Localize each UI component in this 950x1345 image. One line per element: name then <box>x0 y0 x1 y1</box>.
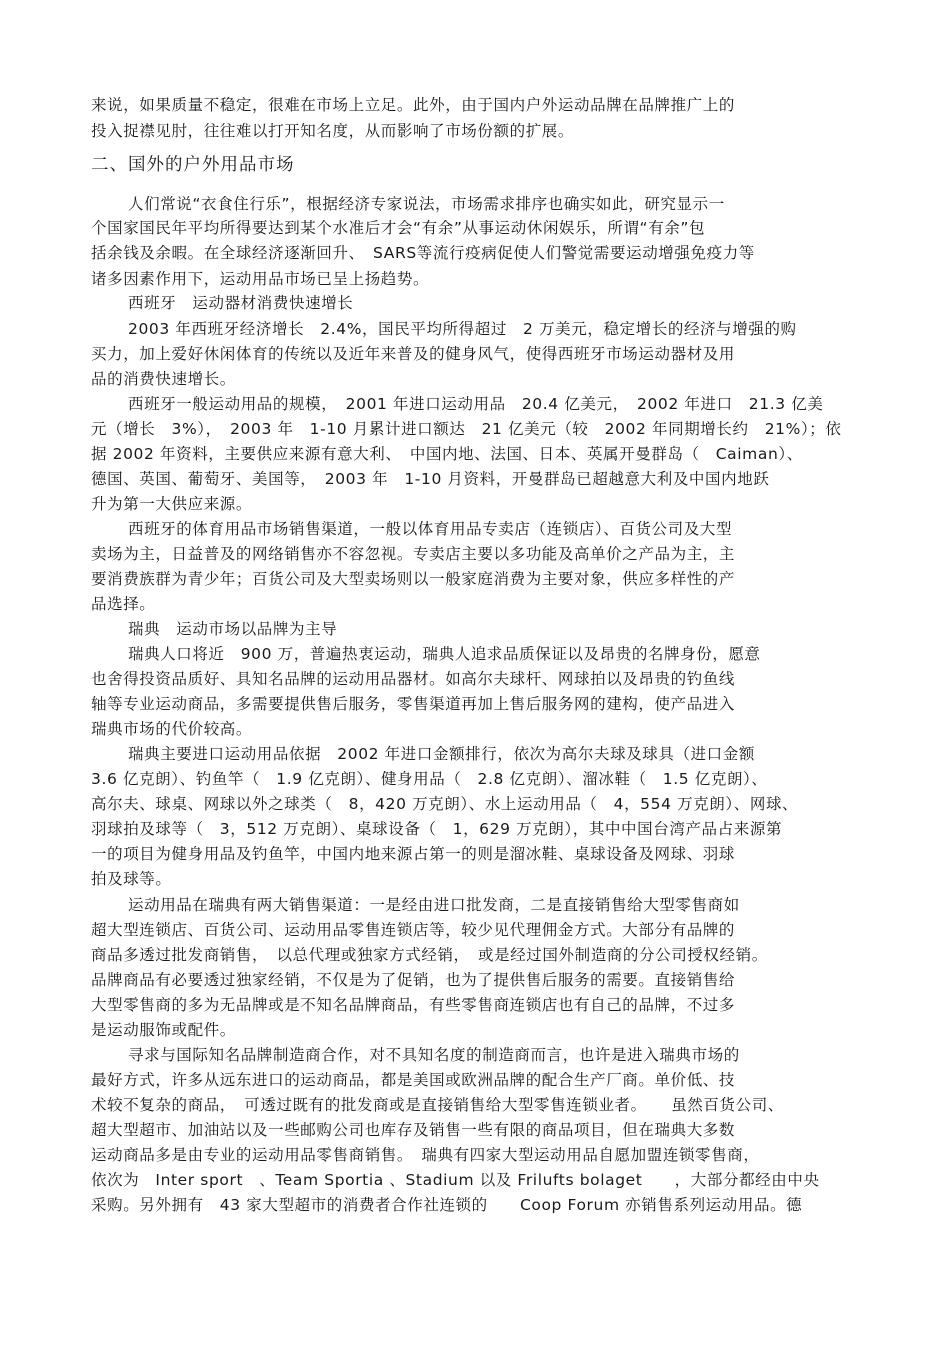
text-line: 卖场为主，日益普及的网络销售亦不容忽视。专卖店主要以多功能及高单价之产品为主，主 <box>91 545 736 563</box>
text-line: 超大型超市、加油站以及一些邮购公司也库存及销售一些有限的商品项目，但在瑞典大多数 <box>91 1121 736 1139</box>
text-line: 依次为 Inter sport 、Team Sportia 、Stadium 以及 Frilufts bolaget ，大部分都经由中央 <box>91 1171 820 1189</box>
text-line: 也舍得投资品质好、具知名品牌的运动用品器材。如高尔夫球杆、网球拍以及昂贵的钓鱼线 <box>91 670 736 688</box>
text-line: 买力，加上爱好休闲体育的传统以及近年来普及的健身风气，使得西班牙市场运动器材及用 <box>91 345 736 363</box>
text-line: 瑞典人口将近 900 万，普遍热衷运动，瑞典人追求品质保证以及昂贵的名牌身份，愿意 <box>128 645 761 663</box>
text-line: 要消费族群为青少年；百货公司及大型卖场则以一般家庭消费为主要对象，供应多样性的产 <box>91 570 736 588</box>
text-line: 品选择。 <box>91 595 156 613</box>
text-line: 3.6 亿克朗）、钓鱼竿（ 1.9 亿克朗）、健身用品（ 2.8 亿克朗）、溜冰鞋（ 1.5 亿克朗）、 <box>91 770 768 788</box>
text-line: 个国家国民年平均所得要达到某个水准后才会“有余”从事运动休闲娱乐，所谓“有余”包 <box>91 219 706 237</box>
text-line: 轴等专业运动商品，多需要提供售后服务，零售渠道再加上售后服务网的建构，使产品进入 <box>91 695 736 713</box>
text-line: 2003 年西班牙经济增长 2.4%，国民平均所得超过 2 万美元，稳定增长的经济与增强的购 <box>128 320 797 338</box>
text-line: 西班牙的体育用品市场销售渠道，一般以体育用品专卖店（连锁店）、百货公司及大型 <box>128 520 733 538</box>
text-line: 高尔夫、球桌、网球以外之球类（ 8，420 万克朗）、水上运动用品（ 4，554 万克朗）、网球、 <box>91 795 799 813</box>
text-line: 运动用品在瑞典有两大销售渠道：一是经由进口批发商，二是直接销售给大型零售商如 <box>128 896 740 914</box>
text-line: 元（增长 3%）， 2003 年 1-10 月累计进口额达 21 亿美元（较 2002 年同期增长约 21%）；依 <box>91 420 842 438</box>
text-line: 据 2002 年资料，主要供应来源有意大利、 中国内地、法国、日本、英属开曼群岛（ Caiman）、 <box>91 445 803 463</box>
text-line: 德国、英国、葡萄牙、美国等， 2003 年 1-10 月资料，开曼群岛已超越意大利及中国内地跃 <box>91 470 770 488</box>
text-line: 瑞典主要进口运动用品依据 2002 年进口金额排行，依次为高尔夫球及球具（进口金额 <box>128 745 755 763</box>
text-line: 括余钱及余暇。在全球经济逐渐回升、 SARS等流行疫病促使人们警觉需要运动增强免疫力等 <box>91 244 755 262</box>
text-line: 商品多透过批发商销售， 以总代理或独家方式经销， 或是经过国外制造商的分公司授权经销。 <box>91 946 768 964</box>
text-line: 西班牙一般运动用品的规模， 2001 年进口运动用品 20.4 亿美元， 2002 年进口 21.3 亿美 <box>128 395 824 413</box>
text-line: 最好方式，许多从远东进口的运动商品，都是美国或欧洲品牌的配合生产厂商。单价低、技 <box>91 1071 736 1089</box>
subsection-heading-spain: 西班牙 运动器材消费快速增长 <box>128 294 354 312</box>
text-line: 是运动服饰或配件。 <box>91 1021 236 1039</box>
text-line: 诸多因素作用下，运动用品市场已呈上扬趋势。 <box>91 270 430 288</box>
text-line: 运动商品多是由专业的运动用品零售商销售。 瑞典有四家大型运动用品自愿加盟连锁零售商， <box>91 1146 760 1164</box>
text-line: 寻求与国际知名品牌制造商合作，对不具知名度的制造商而言，也许是进入瑞典市场的 <box>128 1046 740 1064</box>
text-line: 大型零售商的多为无品牌或是不知名品牌商品，有些零售商连锁店也有自己的品牌，不过多 <box>91 996 736 1014</box>
text-line: 瑞典市场的代价较高。 <box>91 720 253 738</box>
text-line: 升为第一大供应来源。 <box>91 495 253 513</box>
text-line: 羽球拍及球等（ 3，512 万克朗）、桌球设备（ 1，629 万克朗），其中中国台湾产品占来源第 <box>91 820 783 838</box>
text-line: 超大型连锁店、百货公司、运动用品零售连锁店等，较少见代理佣金方式。大部分有品牌的 <box>91 921 736 939</box>
section-heading: 二、国外的户外用品市场 <box>91 155 295 175</box>
text-line: 品牌商品有必要透过独家经销，不仅是为了促销，也为了提供售后服务的需要。直接销售给 <box>91 971 736 989</box>
text-line: 拍及球等。 <box>91 870 172 888</box>
text-line: 术较不复杂的商品， 可透过既有的批发商或是直接销售给大型零售连锁业者。 虽然百货公司、 <box>91 1096 784 1114</box>
text-line: 投入捉襟见肘，往往难以打开知名度，从而影响了市场份额的扩展。 <box>91 122 575 140</box>
text-line: 品的消费快速增长。 <box>91 370 236 388</box>
subsection-heading-sweden: 瑞典 运动市场以品牌为主导 <box>128 620 338 638</box>
text-line: 一的项目为健身用品及钓鱼竿，中国内地来源占第一的则是溜冰鞋、桌球设备及网球、羽球 <box>91 845 736 863</box>
text-line: 人们常说“衣食住行乐”，根据经济专家说法，市场需求排序也确实如此，研究显示一 <box>128 195 725 213</box>
text-line: 采购。另外拥有 43 家大型超市的消费者合作社连锁的 Coop Forum 亦销售系列运动用品。德 <box>91 1196 803 1214</box>
text-line: 来说，如果质量不稳定，很难在市场上立足。此外，由于国内户外运动品牌在品牌推广上的 <box>91 96 736 114</box>
